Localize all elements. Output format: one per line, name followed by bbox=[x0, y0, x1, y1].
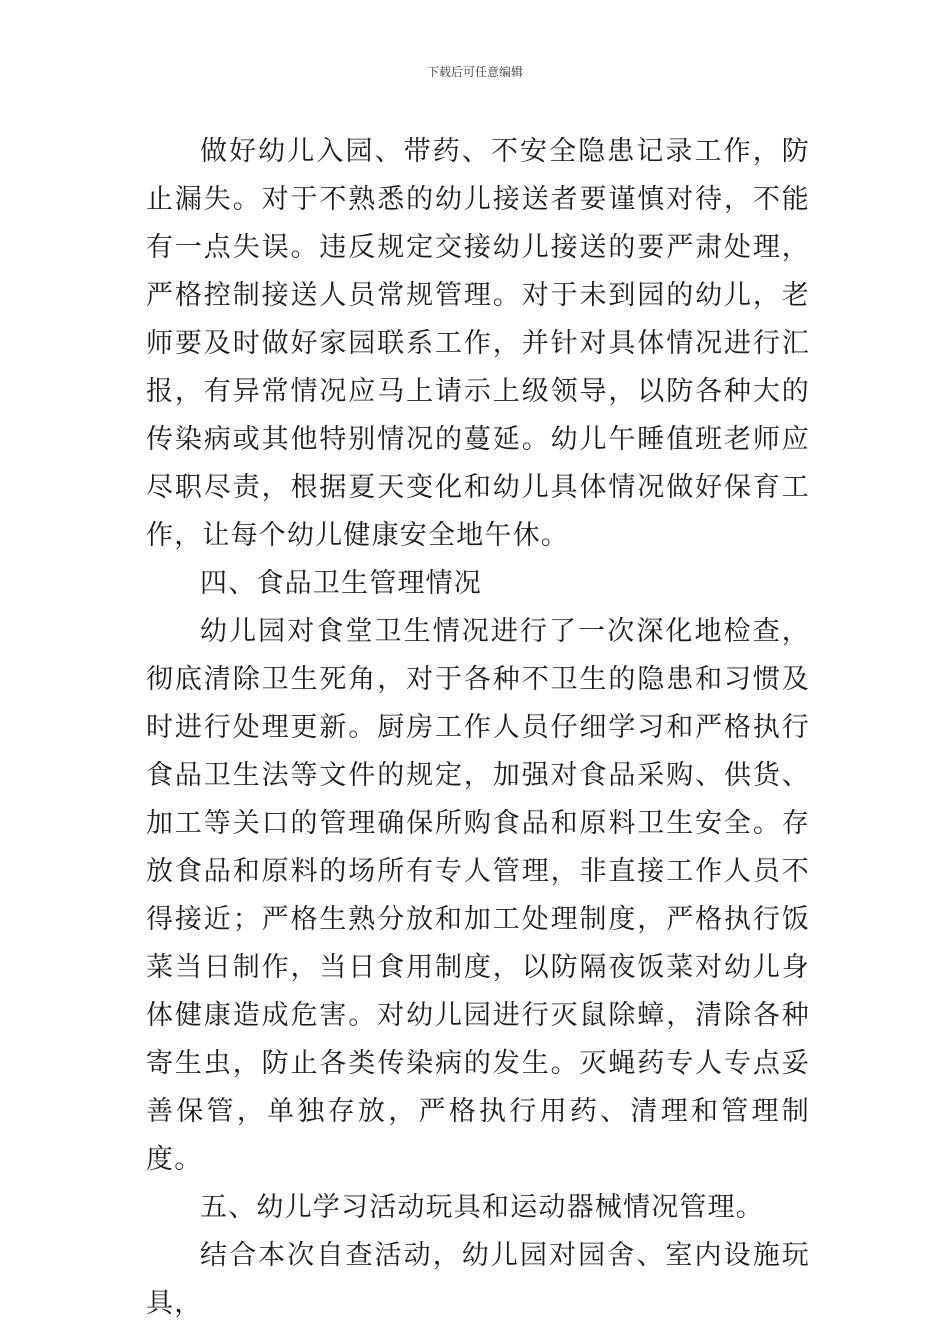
document-body bbox=[146, 128, 810, 1328]
page-header: 下载后可任意编辑 bbox=[426, 65, 523, 79]
paragraph-self-inspection: 结合本次自查活动，幼儿园对园舍、室内设施玩具， bbox=[146, 1240, 810, 1319]
paragraph-safety-records: 做好幼儿入园、带药、不安全隐患记录工作，防止漏失。对于不熟悉的幼儿接送者要谨慎对待，不能有一点失误。违反规定交接幼儿接送的要严肃处理，严格控制接送人员常规管理。对于未到园的幼儿，老师要及时做好家园联系工作，并针对具体情况进行汇报，有异常情况应马上请示上级领导，以防各种大的传染病或其他特别情况的蔓延。幼儿午睡值班老师应尽职尽责，根据夏天变化和幼儿具体情况做好保育工作，让每个幼儿健康安全地午休。 bbox=[146, 136, 810, 551]
section-heading-toys-equipment: 五、幼儿学习活动玩具和运动器械情况管理。 bbox=[200, 1192, 764, 1223]
paragraph-food-hygiene: 幼儿园对食堂卫生情况进行了一次深化地检查，彻底清除卫生死角，对于各种不卫生的隐患和习惯及时进行处理更新。厨房工作人员仔细学习和严格执行食品卫生法等文件的规定，加强对食品采购、供货、加工等关口的管理确保所购食品和原料卫生安全。存放食品和原料的场所有专人管理，非直接工作人员不得接近；严格生熟分放和加工处理制度，严格执行饭菜当日制作，当日食用制度，以防隔夜饭菜对幼儿身体健康造成危害。对幼儿园进行灭鼠除蟑，清除各种寄生虫，防止各类传染病的发生。灭蝇药专人专点妥善保管，单独存放，严格执行用药、清理和管理制度。 bbox=[146, 616, 810, 1175]
section-heading-food-hygiene: 四、食品卫生管理情况 bbox=[200, 568, 482, 599]
